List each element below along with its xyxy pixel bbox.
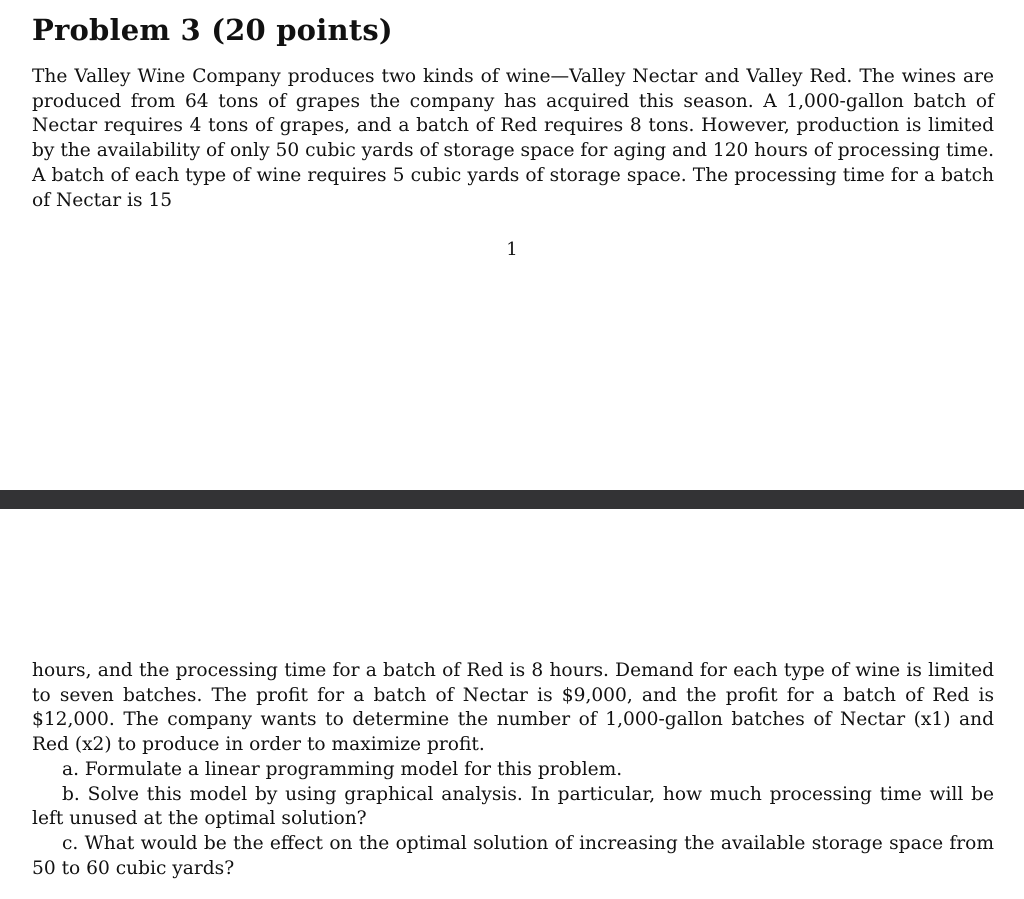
question-c: c. What would be the effect on the optimal solution of increasing the available storage space from 50 to 60 cubic yards? [32,832,994,879]
problem-paragraph-2: hours, and the processing time for a batch of Red is 8 hours. Demand for each type of wine is limited to seven batches. The profit for a batch of Nectar is $9,000, and the profit for a batch of Red is $12,000. The company wants to determine the number of 1,000-gallon batches of Nectar (x1) and Red (x2) to produce in order to maximize profit. [32,660,994,756]
page-2 [0,509,1024,899]
problem-paragraph-1: The Valley Wine Company produces two kinds of wine—Valley Nectar and Valley Red. The wines are produced from 64 tons of grapes the company has acquired this season. A 1,000-gallon batch of Nectar requires 4 tons of grapes, and a batch of Red requires 8 tons. However, production is limited by the availability of only 50 cubic yards of storage space for aging and 120 hours of processing time. A batch of each type of wine requires 5 cubic yards of storage space. The processing time for a batch of Nectar is 15 [32,66,994,211]
question-b: b. Solve this model by using graphical analysis. In particular, how much processing time will be left unused at the optimal solution? [32,783,994,830]
problem-continuation [32,659,994,881]
problem-title: Problem 3 (20 points) [32,13,393,47]
page-divider [0,490,1024,509]
page-number: 1 [506,239,518,260]
question-a: a. Formulate a linear programming model for this problem. [62,758,623,780]
